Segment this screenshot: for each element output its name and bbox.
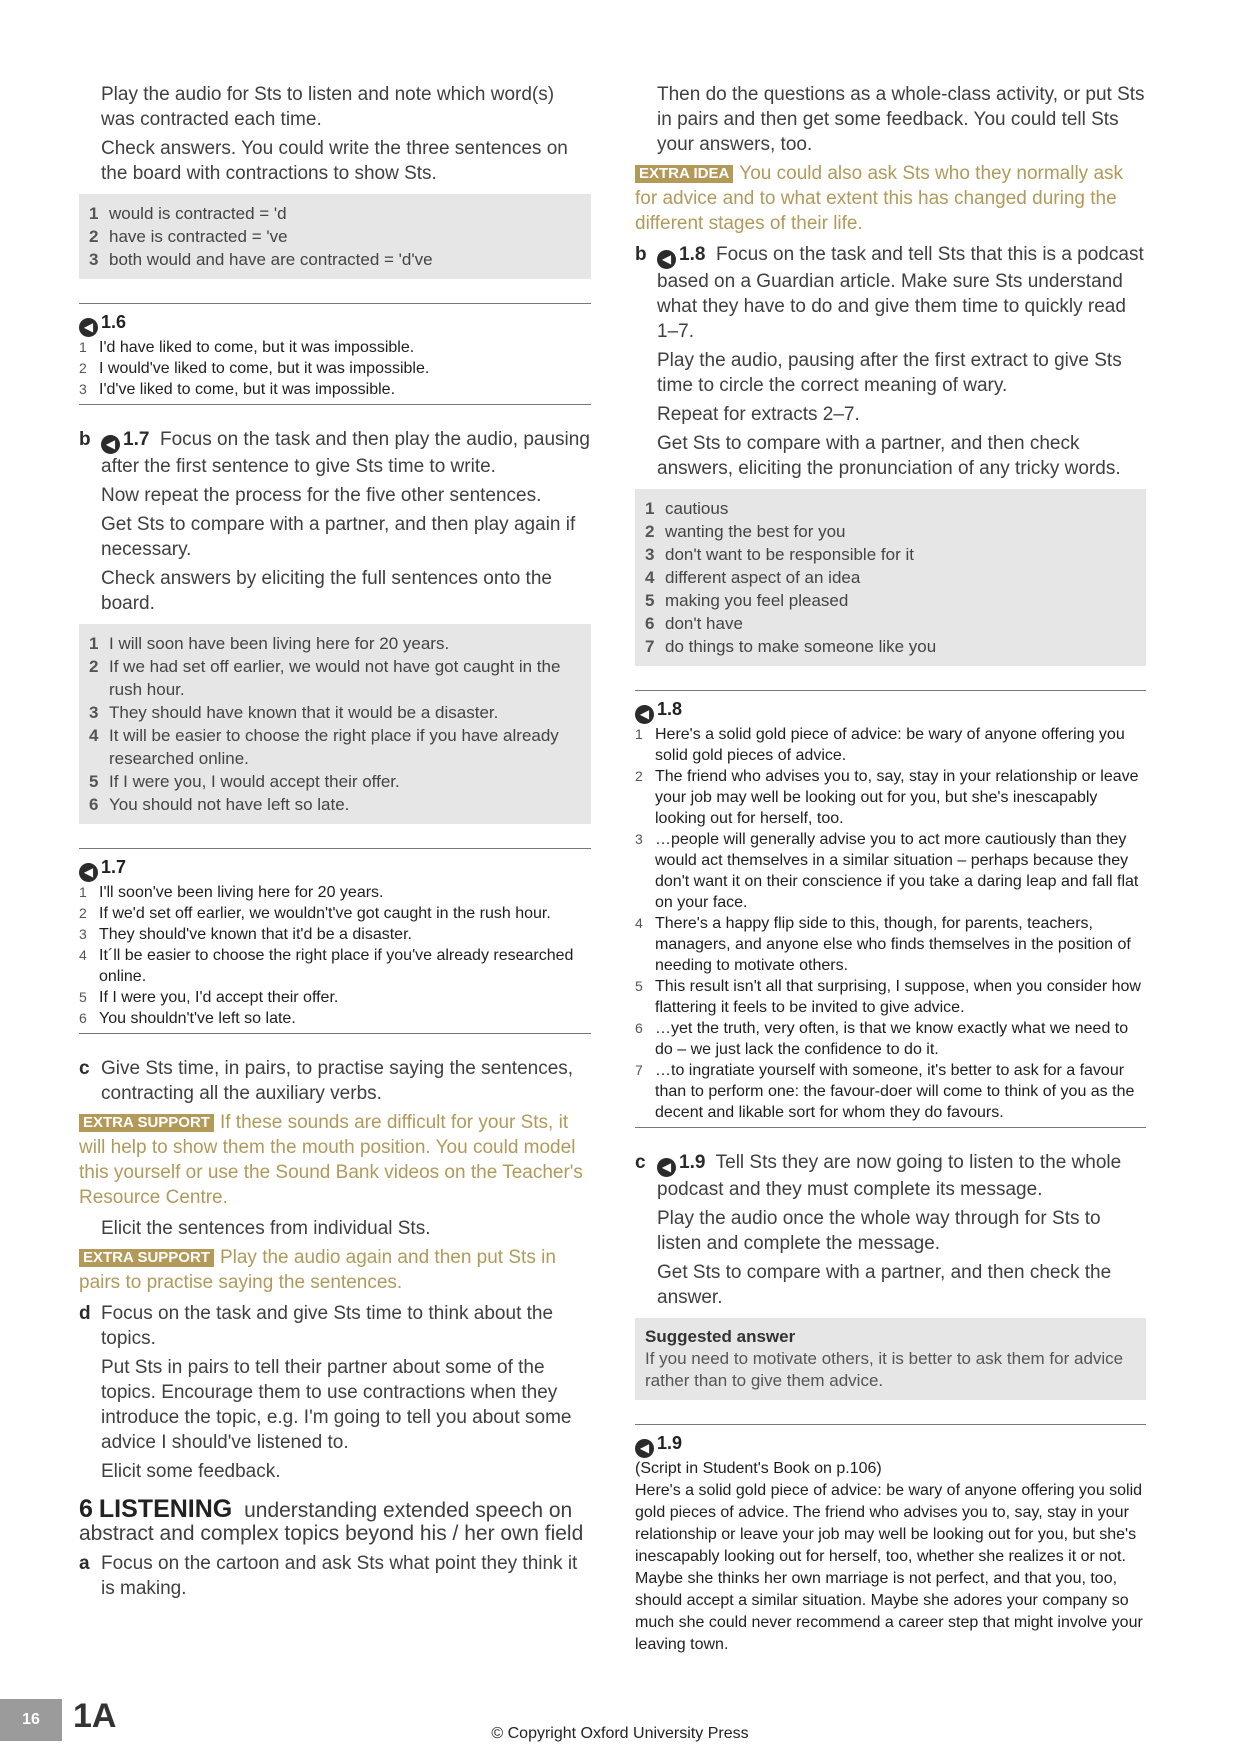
item-number: 7 bbox=[645, 637, 655, 656]
line-text: …people will generally advise you to act more cautiously than they would act themselves in a similar situation – perhaps because they don't want it on their conscience if you take a daring leap and fall flat on your face. bbox=[655, 831, 1139, 911]
step-b bbox=[79, 427, 591, 616]
suggested-answer-title: Suggested answer bbox=[645, 1327, 796, 1346]
paragraph: Then do the questions as a whole-class activity, or put Sts in pairs and then get some feedback. You could tell Sts your answers, too. bbox=[657, 84, 1145, 155]
speaker-icon: ◀ bbox=[635, 1439, 654, 1458]
line-number: 1 bbox=[79, 339, 87, 355]
step-letter: c bbox=[79, 1058, 90, 1079]
script-line bbox=[635, 913, 1146, 976]
paragraph: Elicit the sentences from individual Sts. bbox=[101, 1218, 431, 1239]
item-number: 5 bbox=[89, 772, 99, 791]
paragraph: Get Sts to compare with a partner, and then check answers, eliciting the pronunciation of any tricky words. bbox=[657, 433, 1121, 479]
paragraph: Elicit some feedback. bbox=[101, 1461, 281, 1482]
script-note: (Script in Student's Book on p.106) bbox=[635, 1460, 882, 1477]
line-number: 4 bbox=[635, 915, 643, 931]
audio-script-1-6 bbox=[79, 303, 591, 405]
step-b bbox=[635, 242, 1146, 481]
answer-item bbox=[645, 589, 1136, 612]
script-line bbox=[635, 1060, 1146, 1123]
item-number: 6 bbox=[89, 795, 99, 814]
line-number: 4 bbox=[79, 947, 87, 963]
audio-number: 1.8 bbox=[679, 244, 706, 265]
step-c bbox=[635, 1150, 1146, 1310]
section-number: 6 bbox=[79, 1495, 93, 1523]
step-letter: c bbox=[635, 1152, 646, 1173]
script-lines bbox=[635, 724, 1146, 1123]
answer-item bbox=[89, 770, 581, 793]
script-lines bbox=[79, 882, 591, 1029]
speaker-icon: ◀ bbox=[79, 863, 98, 882]
item-text: wanting the best for you bbox=[665, 522, 846, 541]
step-text: Focus on the task and give Sts time to think about the topics. bbox=[101, 1303, 554, 1349]
paragraph: Get Sts to compare with a partner, and then play again if necessary. bbox=[101, 514, 576, 560]
line-text: …to ingratiate yourself with someone, it's better to ask for a favour than to perform one: the favour-doer will come to think of you as the decent and likable sort for whom they do favours. bbox=[655, 1062, 1135, 1121]
line-text: This result isn't all that surprising, I suppose, when you consider how flattering it feels to be invited to give advice. bbox=[655, 978, 1141, 1016]
script-line bbox=[79, 924, 591, 945]
step-letter: d bbox=[79, 1303, 91, 1324]
paragraph: Play the audio for Sts to listen and note which word(s) was contracted each time. bbox=[101, 84, 555, 130]
item-number: 2 bbox=[645, 522, 655, 541]
answer-item bbox=[89, 248, 581, 271]
step-text: Give Sts time, in pairs, to practise saying the sentences, contracting all the auxiliary verbs. bbox=[101, 1058, 574, 1104]
line-number: 1 bbox=[79, 884, 87, 900]
line-number: 5 bbox=[79, 989, 87, 1005]
line-number: 7 bbox=[635, 1062, 643, 1078]
page-number: 16 bbox=[0, 1699, 62, 1741]
script-heading: ◀ 1.8 bbox=[635, 697, 1146, 724]
script-text: Here's a solid gold piece of advice: be wary of anyone offering you solid gold pieces of advice. The friend who advises you to, say, stay in your relationship or leave your job may well be looking out for you, but she's inescapably looking out for herself, too, whether she realizes it or not. Maybe she thinks her own marriage is not perfect, and that you, too, should accept a similar situation. Maybe she adores your company so much she could never recommend a career step that might involve your leaving town. bbox=[635, 1482, 1143, 1653]
item-number: 6 bbox=[645, 614, 655, 633]
unit-label: 1A bbox=[73, 1697, 117, 1735]
answer-box bbox=[79, 624, 591, 824]
step-letter: a bbox=[79, 1553, 90, 1574]
script-line bbox=[635, 724, 1146, 766]
item-number: 5 bbox=[645, 591, 655, 610]
speaker-icon: ◀ bbox=[635, 705, 654, 724]
line-text: If I were you, I'd accept their offer. bbox=[99, 989, 339, 1006]
audio-number: 1.7 bbox=[123, 429, 150, 450]
item-text: If I were you, I would accept their offer. bbox=[109, 772, 400, 791]
paragraph: Play the audio once the whole way through for Sts to listen and complete the message. bbox=[657, 1208, 1101, 1254]
speaker-icon: ◀ bbox=[101, 435, 120, 454]
item-text: don't want to be responsible for it bbox=[665, 545, 914, 564]
line-number: 3 bbox=[79, 381, 87, 397]
item-text: They should have known that it would be a disaster. bbox=[109, 703, 499, 722]
line-text: There's a happy flip side to this, though, for parents, teachers, managers, and anyone else who finds themselves in the position of needing to motivate others. bbox=[655, 915, 1131, 974]
section-title: LISTENING bbox=[98, 1495, 233, 1523]
audio-script-1-9 bbox=[635, 1424, 1146, 1660]
item-text: If we had set off earlier, we would not have got caught in the rush hour. bbox=[109, 657, 561, 699]
answer-item bbox=[645, 635, 1136, 658]
paragraph: Play the audio, pausing after the first extract to give Sts time to circle the correct meaning of wary. bbox=[657, 350, 1122, 396]
script-line bbox=[79, 379, 591, 400]
answer-item bbox=[89, 701, 581, 724]
line-text: The friend who advises you to, say, stay in your relationship or leave your job may well be looking out for you, but she's inescapably looking out for herself, too. bbox=[655, 768, 1139, 827]
item-text: I will soon have been living here for 20 years. bbox=[109, 634, 450, 653]
extra-idea: EXTRA IDEA You could also ask Sts who they normally ask for advice and to what extent this has changed during the different stages of their life. bbox=[635, 163, 1124, 234]
script-line bbox=[79, 337, 591, 358]
extra-support-tag: EXTRA SUPPORT bbox=[79, 1249, 214, 1267]
step-d bbox=[79, 1301, 591, 1484]
script-line bbox=[635, 976, 1146, 1018]
item-number: 2 bbox=[89, 227, 99, 246]
line-number: 2 bbox=[635, 768, 643, 784]
script-line bbox=[635, 766, 1146, 829]
audio-number: 1.9 bbox=[679, 1152, 706, 1173]
script-line bbox=[79, 987, 591, 1008]
line-number: 1 bbox=[635, 726, 643, 742]
item-number: 2 bbox=[89, 657, 99, 676]
section-subtitle: understanding extended speech on abstract and complex topics beyond his / her own field bbox=[79, 1499, 584, 1545]
item-text: different aspect of an idea bbox=[665, 568, 861, 587]
script-heading: ◀ 1.7 bbox=[79, 855, 591, 882]
script-lines bbox=[79, 337, 591, 400]
line-text: I'll soon've been living here for 20 years. bbox=[99, 884, 384, 901]
item-text: both would and have are contracted = 'd've bbox=[109, 250, 433, 269]
answer-box bbox=[79, 194, 591, 279]
step-letter: b bbox=[635, 244, 647, 265]
line-text: …yet the truth, very often, is that we know exactly what we need to do – we just lack the confidence to do it. bbox=[655, 1020, 1129, 1058]
answer-item bbox=[89, 724, 581, 770]
item-number: 3 bbox=[89, 250, 99, 269]
copyright: © Copyright Oxford University Press bbox=[491, 1725, 749, 1742]
step-letter: b bbox=[79, 429, 91, 450]
line-number: 3 bbox=[79, 926, 87, 942]
paragraph: Get Sts to compare with a partner, and then check the answer. bbox=[657, 1262, 1112, 1308]
item-text: cautious bbox=[665, 499, 729, 518]
answer-item bbox=[89, 793, 581, 816]
section-heading bbox=[79, 1495, 591, 1545]
item-text: don't have bbox=[665, 614, 743, 633]
paragraph: Check answers. You could write the three sentences on the board with contractions to show Sts. bbox=[101, 138, 568, 184]
answer-item bbox=[645, 543, 1136, 566]
line-text: If we'd set off earlier, we wouldn't've got caught in the rush hour. bbox=[99, 905, 551, 922]
item-number: 1 bbox=[89, 204, 99, 223]
item-number: 1 bbox=[89, 634, 99, 653]
answer-item bbox=[645, 612, 1136, 635]
item-number: 4 bbox=[645, 568, 655, 587]
script-line bbox=[635, 829, 1146, 913]
script-line bbox=[79, 882, 591, 903]
line-number: 6 bbox=[79, 1010, 87, 1026]
step-c bbox=[79, 1056, 591, 1106]
script-line bbox=[79, 903, 591, 924]
right-column bbox=[635, 82, 1146, 1682]
script-line bbox=[79, 358, 591, 379]
paragraph: Repeat for extracts 2–7. bbox=[657, 404, 860, 425]
line-text: You shouldn't've left so late. bbox=[99, 1010, 296, 1027]
script-heading: ◀ 1.9 bbox=[635, 1431, 1146, 1458]
step-text: Focus on the cartoon and ask Sts what point they think it is making. bbox=[101, 1553, 578, 1599]
step-text: Focus on the task and tell Sts that this is a podcast based on a Guardian article. Make sure Sts understand what they have to do and give them time to quickly read 1–7. bbox=[657, 244, 1144, 342]
speaker-icon: ◀ bbox=[79, 318, 98, 337]
line-text: They should've known that it'd be a disaster. bbox=[99, 926, 412, 943]
item-text: You should not have left so late. bbox=[109, 795, 350, 814]
line-number: 2 bbox=[79, 905, 87, 921]
script-line bbox=[79, 945, 591, 987]
line-number: 6 bbox=[635, 1020, 643, 1036]
step-a bbox=[79, 1551, 591, 1601]
step-text: Tell Sts they are now going to listen to the whole podcast and they must complete its message. bbox=[657, 1152, 1122, 1200]
item-number: 4 bbox=[89, 726, 99, 745]
answer-item bbox=[89, 202, 581, 225]
line-text: I would've liked to come, but it was impossible. bbox=[99, 360, 430, 377]
audio-script-1-8 bbox=[635, 690, 1146, 1128]
item-number: 1 bbox=[645, 499, 655, 518]
speaker-icon: ◀ bbox=[657, 1158, 676, 1177]
left-column bbox=[79, 82, 591, 1605]
extra-idea-tag: EXTRA IDEA bbox=[635, 165, 733, 183]
script-line bbox=[79, 1008, 591, 1029]
line-text: I'd have liked to come, but it was impossible. bbox=[99, 339, 415, 356]
speaker-icon: ◀ bbox=[657, 250, 676, 269]
audio-script-1-7 bbox=[79, 848, 591, 1034]
answer-item bbox=[89, 655, 581, 701]
script-heading: ◀ 1.6 bbox=[79, 310, 591, 337]
item-number: 3 bbox=[89, 703, 99, 722]
suggested-answer-box bbox=[635, 1318, 1146, 1400]
item-text: making you feel pleased bbox=[665, 591, 849, 610]
item-text: do things to make someone like you bbox=[665, 637, 937, 656]
item-number: 3 bbox=[645, 545, 655, 564]
line-text: It´ll be easier to choose the right place if you've already researched online. bbox=[99, 947, 574, 985]
answer-item bbox=[89, 632, 581, 655]
paragraph: Check answers by eliciting the full sentences onto the board. bbox=[101, 568, 552, 614]
line-text: Here's a solid gold piece of advice: be wary of anyone offering you solid gold pieces of advice. bbox=[655, 726, 1125, 764]
extra-support: EXTRA SUPPORT Play the audio again and then put Sts in pairs to practise saying the sentences. bbox=[79, 1247, 556, 1293]
paragraph: Put Sts in pairs to tell their partner about some of the topics. Encourage them to use contractions when they introduce the topic, e.g. I'm going to tell you about some advice I should've listened to. bbox=[101, 1357, 572, 1453]
line-number: 5 bbox=[635, 978, 643, 994]
line-number: 2 bbox=[79, 360, 87, 376]
item-text: It will be easier to choose the right place if you have already researched online. bbox=[109, 726, 559, 768]
answer-item bbox=[645, 497, 1136, 520]
extra-support: EXTRA SUPPORT If these sounds are difficult for your Sts, it will help to show them the mouth position. You could model this yourself or use the Sound Bank videos on the Teacher's Resource Centre. bbox=[79, 1112, 583, 1208]
item-text: would is contracted = 'd bbox=[109, 204, 287, 223]
answer-item bbox=[645, 566, 1136, 589]
script-line bbox=[635, 1018, 1146, 1060]
paragraph: Now repeat the process for the five other sentences. bbox=[101, 485, 542, 506]
line-text: I'd've liked to come, but it was impossible. bbox=[99, 381, 396, 398]
answer-item bbox=[645, 520, 1136, 543]
extra-support-tag: EXTRA SUPPORT bbox=[79, 1114, 214, 1132]
answer-item bbox=[89, 225, 581, 248]
line-number: 3 bbox=[635, 831, 643, 847]
step-text: Focus on the task and then play the audio, pausing after the first sentence to give Sts time to write. bbox=[101, 429, 590, 477]
item-text: have is contracted = 've bbox=[109, 227, 288, 246]
suggested-answer-text: If you need to motivate others, it is better to ask them for advice rather than to give them advice. bbox=[645, 1349, 1124, 1390]
answer-box bbox=[635, 489, 1146, 666]
